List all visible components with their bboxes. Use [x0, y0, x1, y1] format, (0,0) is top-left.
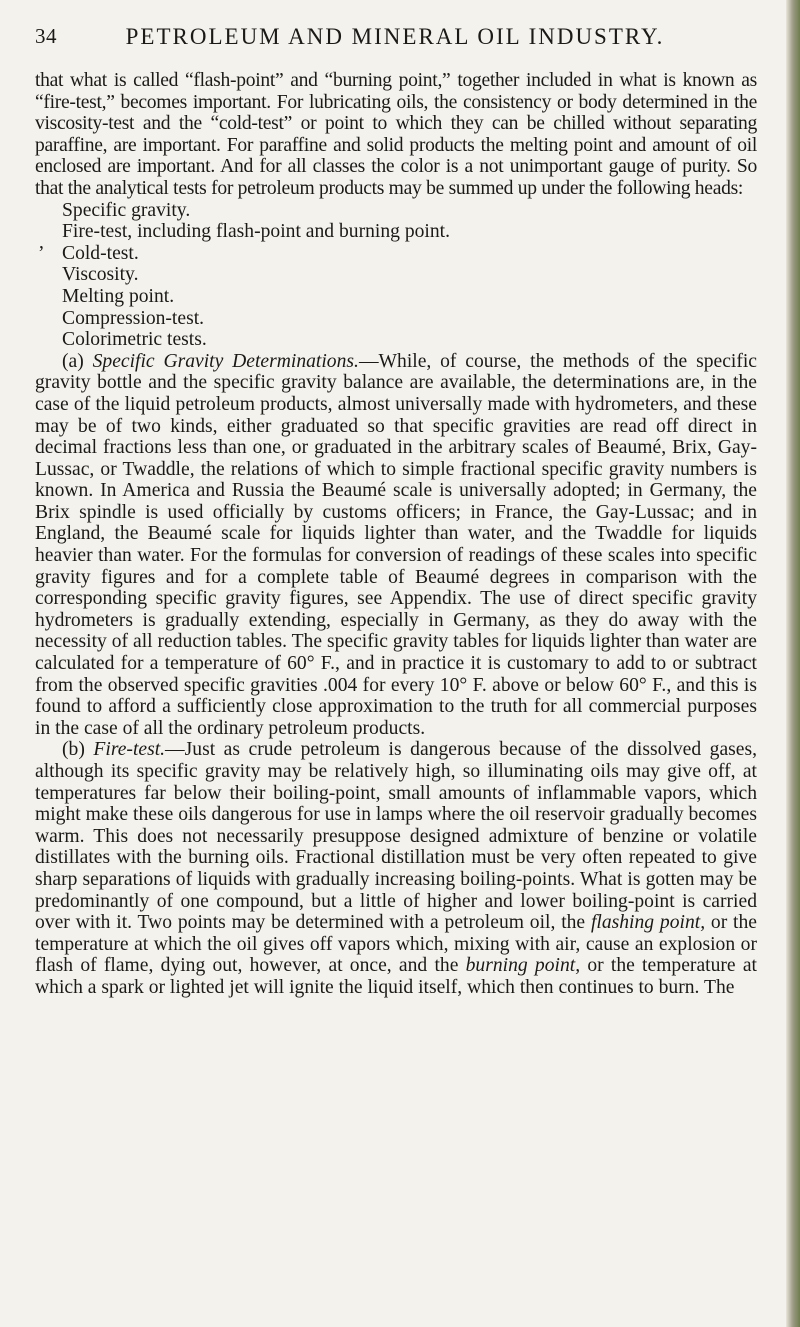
section-body: —Just as crude petroleum is dangerous because of the dissolved gases, although its specific gravity may be relatively high, so illuminating oils may give off, at temperatures far below their boiling-point, small amounts of inflammable vapors, which might make these oils dangerous for use in lamps where the oil reservoir gradually becomes warm. This does not necessarily presuppose designed admixture of benzine or volatile distillates with the burning oils. Fractional distillation must be very often repeated to give sharp separations of liquids with gradually increasing boiling-points. What is gotten may be predominantly of one compound, but a little of higher and lower boiling-point is carried over with it. Two points may be determined with a petroleum oil, the — [35, 739, 758, 934]
term-flashing-point: flashing point, — [590, 912, 706, 934]
page-header — [35, 24, 755, 64]
section-body: —While, of course, the methods of the specific gravity bottle and the specific gravity balance are available, the determinations are, in the case of the liquid petroleum products, almost universally made with hydrometers, and these may be of two kinds, either graduated so that specific gravities are read off direct in decimal fractions less than one, or graduated in the arbitrary scales of Beaumé, Brix, Gay-Lussac, or Twaddle, the relations of which to simple fractional specific gravity numbers is known. In America and Russia the Beaumé scale is universally adopted; in Germany, the Brix spindle is used officially by customs officers; in France, the Gay-Lussac; and in England, the Beaumé scale for liquids lighter than water, and the Twaddle for liquids heavier than water. For the formulas for conversion of readings of these scales into specific gravity figures and for a complete table of Beaumé degrees in comparison with the corresponding specific gravity figures, see Appendix. The use of direct specific gravity hydrometers is gradually extending, especially in Germany, as they do away with the necessity of all reduction tables. The specific gravity tables for liquids lighter than water are calculated for a temperature of 60° F., and in practice it is customary to add to or subtract from the observed specific gravities .004 for every 10° F. above or below 60° F., and this is found to afford a sufficiently close approximation to the truth for all commercial purposes in the case of all the ordinary petroleum products. — [35, 350, 757, 739]
list-item: Fire-test, including flash-point and burning point. — [62, 221, 451, 243]
list-item: Melting point. — [62, 285, 175, 307]
page-edge — [786, 0, 800, 1327]
list-item: Colorimetric tests. — [62, 329, 207, 351]
intro-paragraph: that what is called “flash-point” and “burning point,” together included in what is known as “fire-test,” becomes important. For lubricating oils, the consistency or body determined in the viscosity-test and the “cold-test” or point to which they can be chilled without separating paraffine, are important. For paraffine and solid products the melting point and amount of oil enclosed are important. And for all classes the color is a not unimportant gauge of purity. So that the analytical tests for petroleum products may be summed up under the following heads: — [35, 70, 757, 199]
section-specific-gravity — [35, 351, 757, 740]
section-marker: (a) — [62, 350, 84, 372]
list-item: Specific gravity. — [62, 199, 191, 221]
section-fire-test — [35, 739, 757, 998]
term-burning-point: burning point, — [465, 955, 581, 977]
list-item: Compression-test. — [62, 307, 205, 329]
list-item: ’ Cold-test. — [38, 242, 139, 264]
running-title: PETROLEUM AND MINERAL OIL INDUSTRY. — [125, 24, 665, 49]
tests-list — [38, 199, 757, 351]
page-number: 34 — [35, 24, 57, 48]
section-title: Specific Gravity Determinations. — [92, 350, 359, 372]
list-item-text: Cold-test. — [62, 242, 139, 264]
section-title: Fire-test. — [93, 739, 166, 761]
list-item: Viscosity. — [62, 264, 139, 286]
body-text — [35, 70, 757, 999]
section-body: or the temperature at which a spark or lighted jet will ignite the liquid itself, which then continues to burn. The — [35, 955, 757, 998]
section-marker: (b) — [62, 739, 85, 761]
section-body: or the temperature at which the oil gives off vapors which, mixing with air, cause an explosion or flash of flame, dying out, however, at once, and the — [35, 912, 757, 977]
